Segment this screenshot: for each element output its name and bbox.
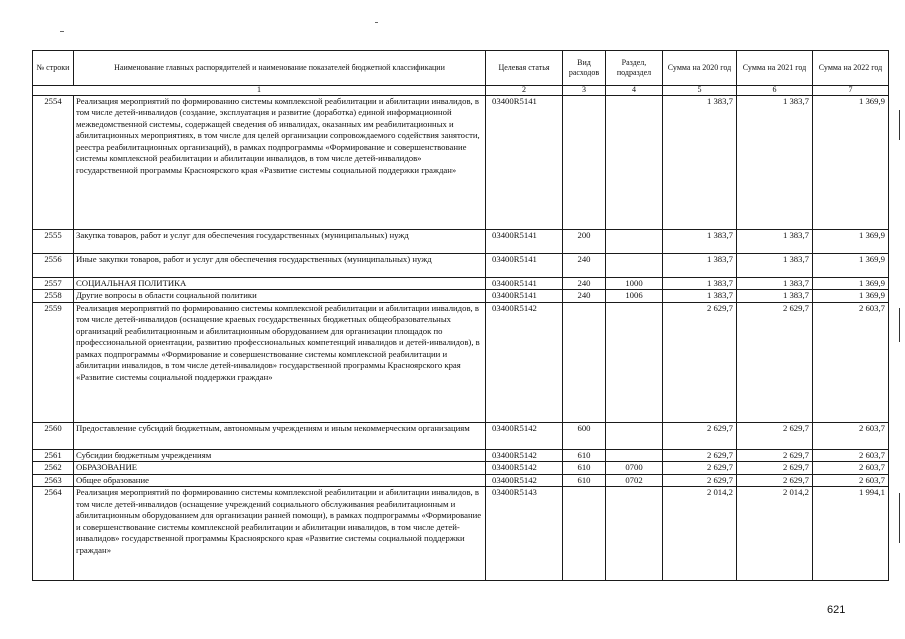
row-number: 2557 [33,277,74,289]
row-expense-type: 240 [563,277,606,289]
row-target-code: 03400R5141 [486,277,563,289]
row-sum-2020: 2 629,7 [663,302,737,422]
row-sum-2021: 1 383,7 [737,253,813,277]
row-section [606,487,663,581]
row-number: 2563 [33,474,74,486]
header-name: Наименование главных распорядителей и наименование показателей бюджетной классификации [74,51,486,86]
row-section [606,95,663,229]
scan-margin-mark [899,493,900,543]
row-sum-2021: 1 383,7 [737,290,813,302]
row-expense-type [563,487,606,581]
row-target-code: 03400R5141 [486,95,563,229]
row-sum-2022: 1 994,1 [813,487,889,581]
row-name: ОБРАЗОВАНИЕ [74,462,486,474]
table-row [33,449,889,461]
row-sum-2021: 2 629,7 [737,422,813,449]
table-row [33,229,889,253]
column-number: 4 [606,86,663,96]
row-section: 0702 [606,474,663,486]
row-sum-2020: 1 383,7 [663,277,737,289]
row-name: Реализация мероприятий по формированию системы комплексной реабилитации и абилитации инвалидов, в том числе детей-инвалидов (оснащение краевых государственных бюджетных общеобразовательных организаций реабилитационным и абилитационным оборудованием для организации площадок по профессиональной ориентации, развитию профессиональных компетенций инвалидов и детей-инвалидов), в рамках подпрограммы «Формирование и совершенствование системы комплексной реабилитации и абилитации инвалидов, в том числе детей-инвалидов» государственной программы Красноярского края «Развитие системы социальной поддержки граждан» [74,302,486,422]
scan-margin-mark [899,110,900,140]
row-sum-2020: 2 014,2 [663,487,737,581]
row-sum-2020: 1 383,7 [663,229,737,253]
row-target-code: 03400R5142 [486,462,563,474]
row-sum-2021: 2 629,7 [737,302,813,422]
column-number: 7 [813,86,889,96]
row-section [606,302,663,422]
row-sum-2021: 2 629,7 [737,462,813,474]
row-sum-2020: 2 629,7 [663,462,737,474]
row-number: 2562 [33,462,74,474]
table-row [33,474,889,486]
row-section: 1006 [606,290,663,302]
row-expense-type [563,302,606,422]
row-expense-type: 240 [563,290,606,302]
column-number: 3 [563,86,606,96]
row-name: Реализация мероприятий по формированию системы комплексной реабилитации и абилитации инвалидов, в том числе детей-инвалидов (создание, эксплуатация и развитие (доработка) единой информационной межведомственной системы, содержащей сведения об инвалидах, оказанных им реабилитационных и абилитационных мероприятиях, в том числе для целей организации сопровождаемого содействия занятости, реестра реабилитационных организаций), в рамках подпрограммы «Формирование и совершенствование системы комплексной реабилитации и абилитации инвалидов, в том числе детей-инвалидов» государственной программы Красноярского края «Развитие системы социальной поддержки граждан» [74,95,486,229]
header-sum-2022: Сумма на 2022 год [813,51,889,86]
row-sum-2021: 2 629,7 [737,449,813,461]
row-sum-2020: 2 629,7 [663,474,737,486]
row-expense-type: 200 [563,229,606,253]
row-number: 2558 [33,290,74,302]
row-section [606,229,663,253]
row-name: Общее образование [74,474,486,486]
row-expense-type: 600 [563,422,606,449]
row-name: Предоставление субсидий бюджетным, автономным учреждениям и иным некоммерческим организациям [74,422,486,449]
row-sum-2021: 2 629,7 [737,474,813,486]
header-row [33,51,889,86]
row-target-code: 03400R5141 [486,229,563,253]
header-target: Целевая статья [486,51,563,86]
row-sum-2020: 2 629,7 [663,422,737,449]
row-sum-2021: 1 383,7 [737,95,813,229]
header-row-no: № строки [33,51,74,86]
row-sum-2022: 1 369,9 [813,277,889,289]
row-sum-2020: 2 629,7 [663,449,737,461]
page-number: 621 [827,604,846,616]
scan-speck [375,22,378,23]
row-sum-2021: 1 383,7 [737,229,813,253]
table-row [33,462,889,474]
row-name: СОЦИАЛЬНАЯ ПОЛИТИКА [74,277,486,289]
table-row [33,290,889,302]
header-type: Вид расходов [563,51,606,86]
header-sum-2020: Сумма на 2020 год [663,51,737,86]
column-number: 2 [486,86,563,96]
row-target-code: 03400R5142 [486,449,563,461]
row-name: Субсидии бюджетным учреждениям [74,449,486,461]
row-sum-2021: 1 383,7 [737,277,813,289]
row-sum-2022: 2 603,7 [813,462,889,474]
row-number: 2560 [33,422,74,449]
row-sum-2022: 2 603,7 [813,302,889,422]
column-number: 6 [737,86,813,96]
row-target-code: 03400R5142 [486,474,563,486]
table-row [33,253,889,277]
row-sum-2022: 2 603,7 [813,474,889,486]
header-sum-2021: Сумма на 2021 год [737,51,813,86]
row-target-code: 03400R5142 [486,302,563,422]
row-sum-2020: 1 383,7 [663,290,737,302]
row-target-code: 03400R5141 [486,290,563,302]
row-section: 0700 [606,462,663,474]
column-number-row [33,86,889,96]
row-name: Другие вопросы в области социальной политики [74,290,486,302]
table-row [33,277,889,289]
row-section [606,422,663,449]
column-number: 5 [663,86,737,96]
budget-table [32,50,889,581]
scan-margin-mark [899,308,900,342]
row-expense-type: 610 [563,449,606,461]
row-sum-2022: 1 369,9 [813,95,889,229]
row-sum-2022: 1 369,9 [813,253,889,277]
row-sum-2022: 1 369,9 [813,229,889,253]
table-row [33,487,889,581]
table-row [33,422,889,449]
row-name: Закупка товаров, работ и услуг для обеспечения государственных (муниципальных) нужд [74,229,486,253]
row-sum-2022: 2 603,7 [813,449,889,461]
row-expense-type [563,95,606,229]
column-number: 1 [33,86,486,96]
row-section [606,449,663,461]
row-target-code: 03400R5141 [486,253,563,277]
row-section: 1000 [606,277,663,289]
row-expense-type: 610 [563,462,606,474]
row-section [606,253,663,277]
row-sum-2020: 1 383,7 [663,253,737,277]
row-name: Реализация мероприятий по формированию системы комплексной реабилитации и абилитации инвалидов, в том числе детей-инвалидов (оснащение учреждений социального обслуживания реабилитационным и абилитационным оборудованием для организации ранней помощи), в рамках подпрограммы «Формирование и совершенствование системы комплексной реабилитации и абилитации инвалидов, в том числе детей-инвалидов» государственной программы Красноярского края «Развитие системы социальной поддержки граждан» [74,487,486,581]
row-number: 2555 [33,229,74,253]
row-target-code: 03400R5142 [486,422,563,449]
row-number: 2564 [33,487,74,581]
row-number: 2554 [33,95,74,229]
table-row [33,302,889,422]
row-target-code: 03400R5143 [486,487,563,581]
table-row [33,95,889,229]
row-number: 2559 [33,302,74,422]
header-section: Раздел, подраздел [606,51,663,86]
scan-speck [60,31,64,32]
row-sum-2021: 2 014,2 [737,487,813,581]
row-sum-2020: 1 383,7 [663,95,737,229]
row-number: 2561 [33,449,74,461]
row-name: Иные закупки товаров, работ и услуг для обеспечения государственных (муниципальных) нужд [74,253,486,277]
row-expense-type: 240 [563,253,606,277]
row-sum-2022: 1 369,9 [813,290,889,302]
row-number: 2556 [33,253,74,277]
row-sum-2022: 2 603,7 [813,422,889,449]
row-expense-type: 610 [563,474,606,486]
